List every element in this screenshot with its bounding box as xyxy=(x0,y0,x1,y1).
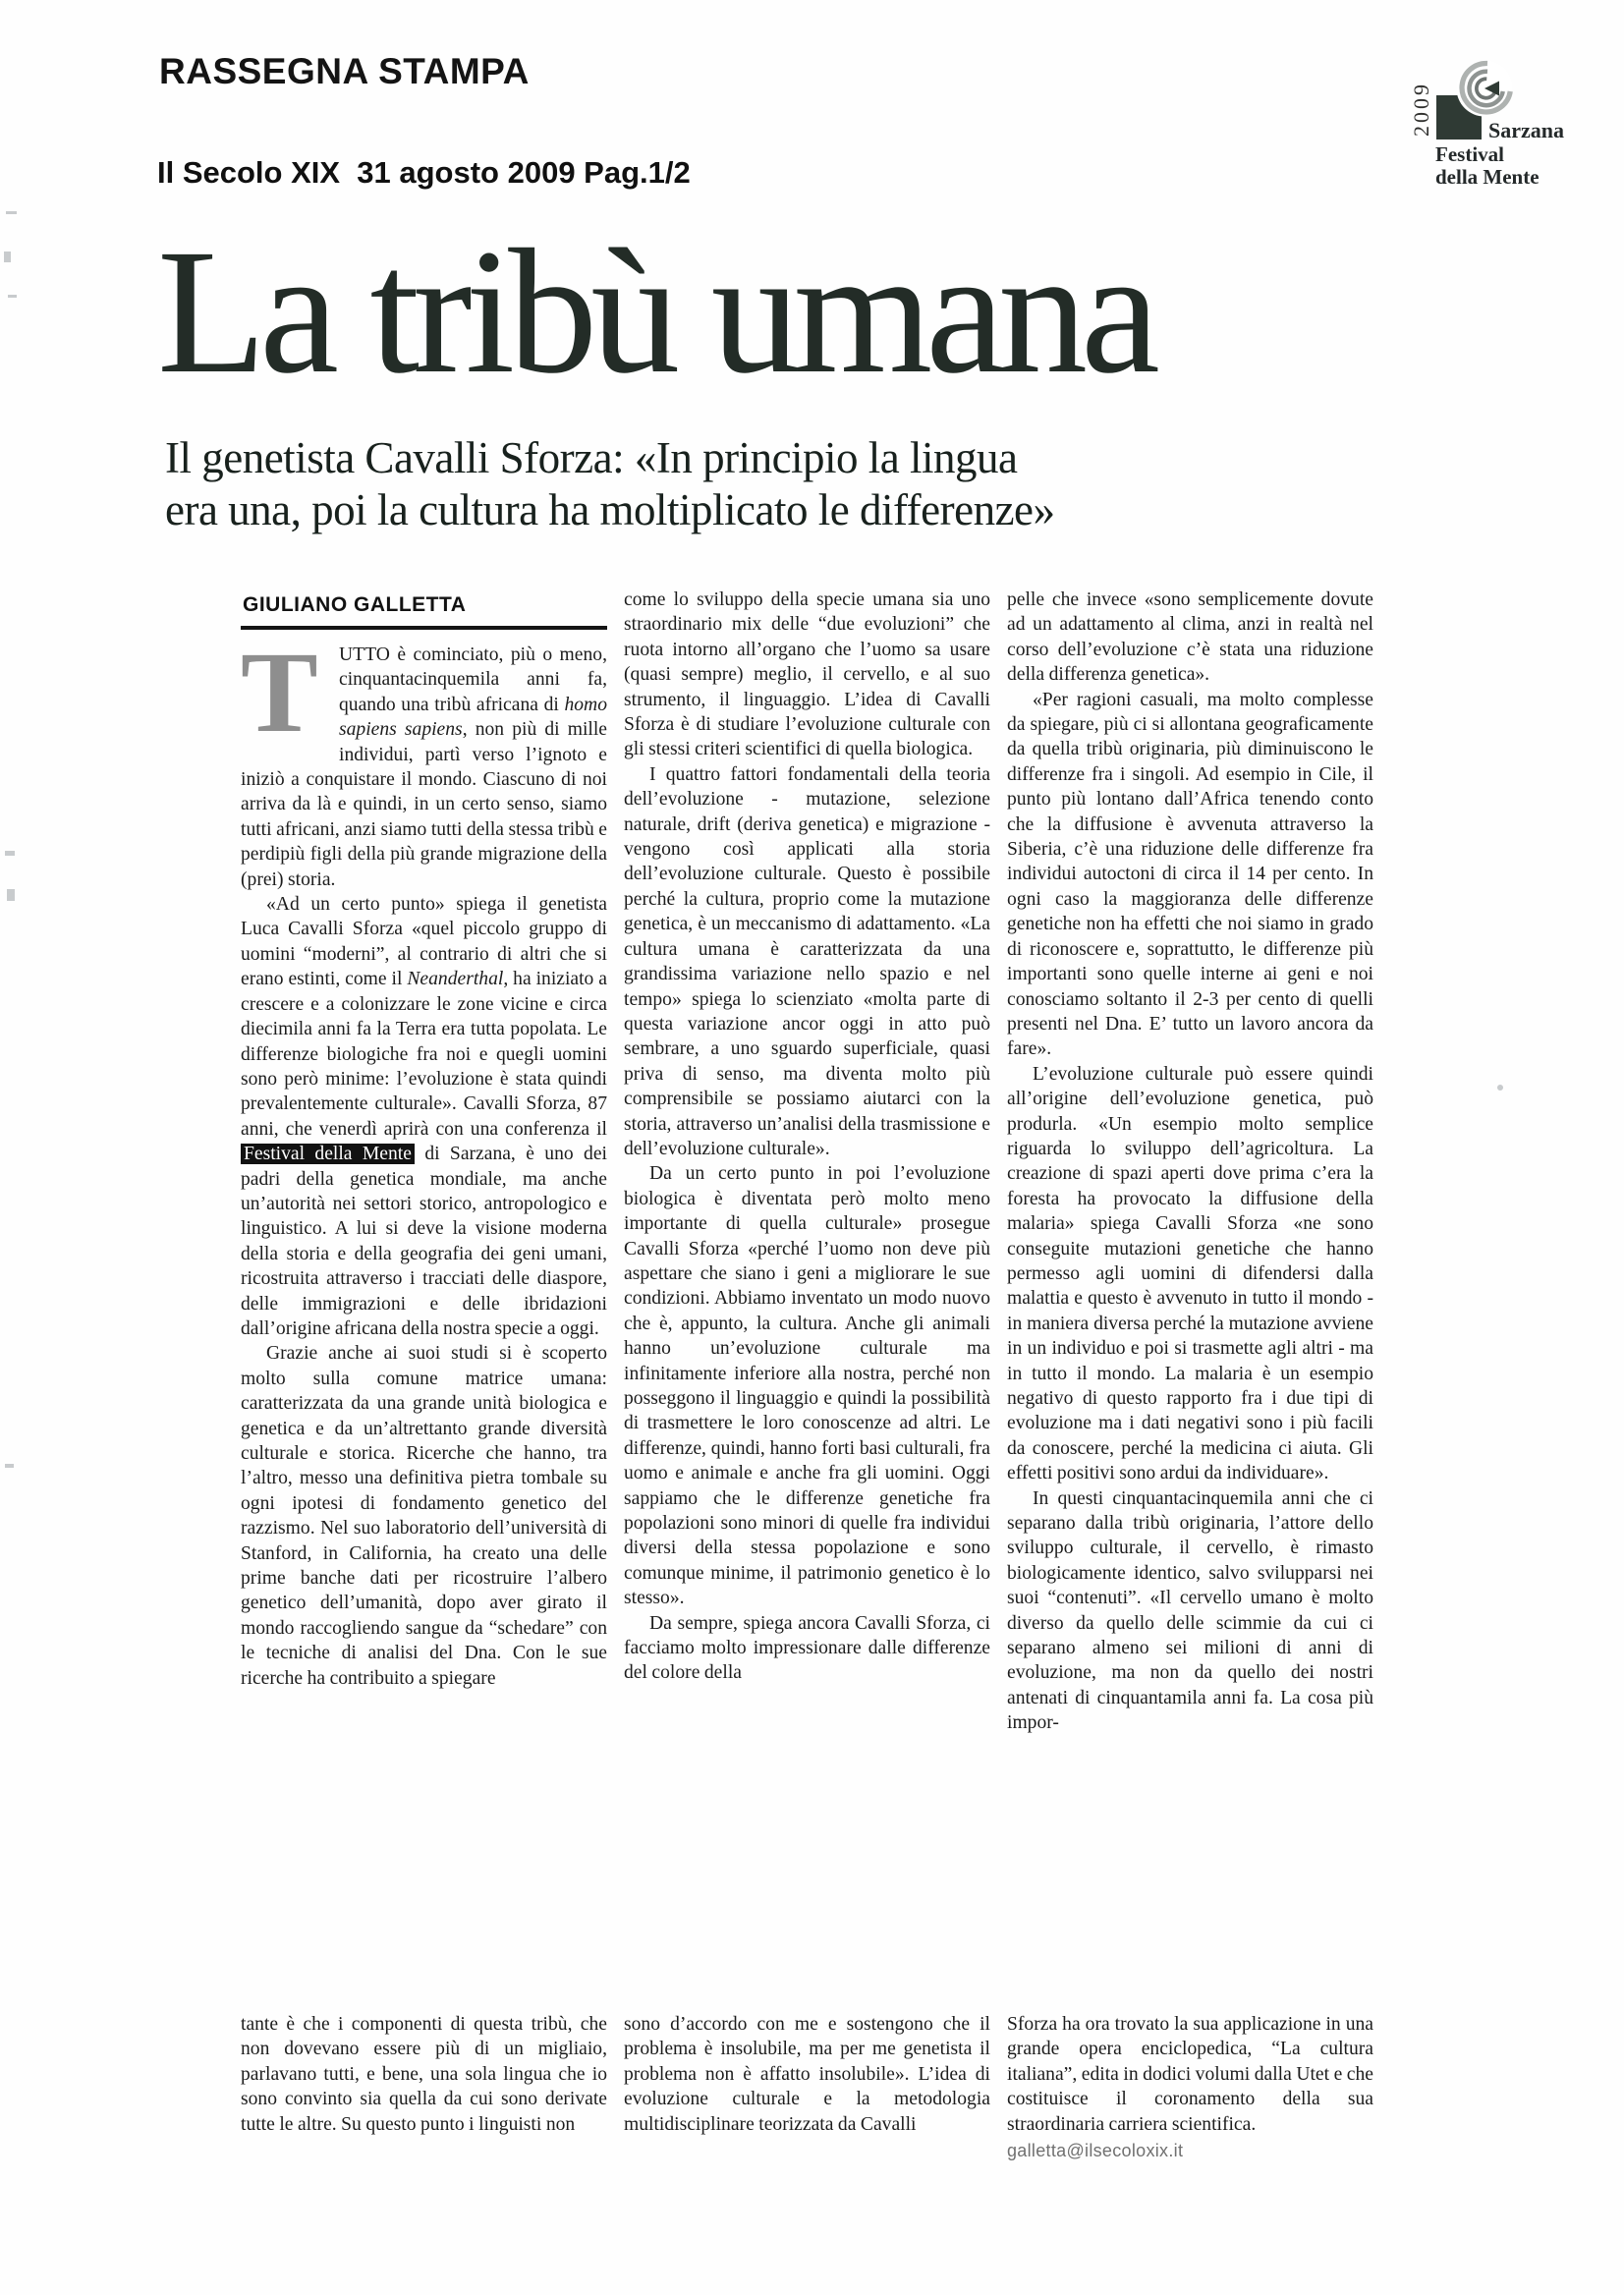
paragraph xyxy=(241,892,607,1341)
italic-term: homo sapiens sapiens xyxy=(339,694,607,741)
text-segment: «Ad un certo punto» spiega il genetista Luca Cavalli Sforza «quel piccolo gruppo di uomini “moderni”, al contrario di altri che si erano estinti, come il xyxy=(241,894,607,990)
article-body xyxy=(241,588,1372,1736)
text-segment: UTTO è cominciato, più o meno, cinquantacinquemila anni fa, quando una tribù africana di xyxy=(339,644,607,715)
paragraph: I quattro fattori fondamentali della teoria dell’evoluzione - mutazione, selezione naturale, drift (deriva genetica) e migrazione - vengono così applicati alla storia dell’evoluzione culturale. Questo è possibile perché la cultura, proprio come la mutazione genetica, è un meccanismo di adattamento. «La cultura umana è caratterizzata da una grandissima variazione nello spazio e nel tempo» spiega lo scienziato «molta parte di questa variazione ancor oggi in atto può sembrare, a uno sguardo superficiale, quasi priva di senso, ma diventa molto più comprensibile se possiamo aiutarci con la storia, attraverso un’analisi della trasmissione e dell’evoluzione culturale». xyxy=(624,763,990,1159)
paragraph: In questi cinquantacinquemila anni che ci separano dalla tribù originaria, l’attore dello sviluppo culturale, il cervello, è rimasto biologicamente identico, salvo svilupparsi nei suoi “contenuti”. «Il cervello umano è molto diverso da quello delle scimmie da cui ci separano almeno sei milioni di anni di evoluzione, ma non da quello dei nostri antenati di cinquantamila anni fa. La cosa più impor- xyxy=(1007,1487,1373,1734)
subhead-line-1: Il genetista Cavalli Sforza: «In principio la lingua xyxy=(165,433,1018,482)
scan-artifact xyxy=(5,1464,14,1468)
festival-highlight: Festival della Mente xyxy=(241,1144,415,1164)
column-2 xyxy=(624,588,990,1736)
scan-artifact xyxy=(8,295,17,298)
byline-author: GIULIANO GALLETTA xyxy=(243,593,467,616)
paragraph: Grazie anche ai suoi studi si è scoperto molto sulla comune matrice umana: caratterizzata da una grande unità biologica e genetica e da un’altrettanto grande diversità culturale e storica. Ricerche che hanno, tra l’altro, messo una definitiva pietra tombale su ogni ipotesi di fondamento genetico del razzismo. Nel suo laboratorio dell’università di Stanford, in California, ha creato una delle prime banche dati per ricostruire l’albero genetico dell’umanità, dopo aver girato il mondo raccogliendo sangue da “schedare” con le tecniche di analisi del Dna. Con le sue ricerche ha contribuito a spiegare xyxy=(241,1343,607,1689)
column-1 xyxy=(241,588,607,1736)
scan-artifact xyxy=(6,211,17,214)
paragraph: Da un certo punto in poi l’evoluzione biologica è diventata però molto meno importante di quella culturale» prosegue Cavalli Sforza «perché l’uomo non deve più aspettare che siano i geni a migliorare le sue condizioni. Abbiamo inventato un modo nuovo che è, appunto, la cultura. Anche gli animali hanno un’evoluzione culturale ma infinitamente inferiore alla nostra, perché non posseggono il linguaggio e quindi la possibilità di trasmettere le loro conoscenze ad altri. Le differenze, quindi, hanno forti basi culturali, fra uomo e animale e anche fra gli uomini. Oggi sappiamo che le differenze genetiche fra popolazioni sono minori di quelle fra individui diversi della stessa popolazione e sono comunque minime, il patrimonio genetico è lo stesso». xyxy=(624,1163,990,1609)
dropcap-letter: T xyxy=(241,628,318,756)
logo-festival-line1: Festival xyxy=(1435,142,1504,166)
article-bottom-row xyxy=(241,2012,1372,2161)
italic-term: Neanderthal xyxy=(407,969,504,990)
scan-artifact xyxy=(1497,1085,1503,1091)
column-3 xyxy=(1007,588,1373,1736)
paragraph xyxy=(241,628,607,892)
paragraph: come lo sviluppo della specie umana sia uno straordinario mix delle “due evoluzioni” che ruota intorno all’organo che l’uomo sa usare (quasi sempre) meglio, il cervello, e al suo strumento, il linguaggio. L’idea di Cavalli Sforza è di studiare l’evoluzione culturale con gli stessi criteri scientifici di quella biologica. xyxy=(624,589,990,760)
bottom-column-2 xyxy=(624,2012,990,2161)
text-segment: , ha iniziato a crescere e a colonizzare le zone vicine e circa diecimila anni fa la Terra era tutta popolata. Le differenze biologiche fra noi e quegli uomini sono però minime: l’evoluzione è stata quindi prevalentemente culturale». Cavalli Sforza, 87 anni, che venerdì aprirà con una conferenza il xyxy=(241,969,607,1140)
article-headline: La tribù umana xyxy=(157,213,1153,411)
paragraph: «Per ragioni casuali, ma molto complesse da spiegare, più ci si allontana geograficamente da quella tribù originaria, più diminuiscono le differenze fra i singoli. Ad esempio in Cile, il punto più lontano dall’Africa tenendo conto che la diffusione è avvenuta attraverso la Siberia, c’è una riduzione delle differenze fra individui autoctoni di circa il 14 per cento. In ogni caso la maggioranza delle differenze genetiche non ha effetti che noi siamo in grado di riconoscere e, soprattutto, le differenze più importanti sono quelle interne ai geni e noi conosciamo soltanto il 2-3 per cento di quelli presenti nel Dna. E’ tutto un lavoro ancora da fare». xyxy=(1007,689,1373,1060)
article-subhead xyxy=(165,432,1364,536)
logo-year: 2009 xyxy=(1409,82,1433,137)
logo-city: Sarzana xyxy=(1488,118,1564,142)
subhead-line-2: era una, poi la cultura ha moltiplicato le differenze» xyxy=(165,485,1055,534)
scan-artifact xyxy=(4,252,11,262)
source-date-line: Il Secolo XIX 31 agosto 2009 Pag.1/2 xyxy=(157,155,691,190)
spiral-logo-icon xyxy=(1455,59,1514,118)
paragraph: tante è che i componenti di questa tribù, che non dovevano essere più di un migliaio, parlavano tutti, e bene, una sola lingua che io sono convinto sia quella da cui sono derivate tutte le altre. Su questo punto i linguisti non xyxy=(241,2014,607,2135)
press-review-title: RASSEGNA STAMPA xyxy=(159,51,530,91)
text-segment: , non più di mille individui, partì verso l’ignoto e iniziò a conquistare il mondo. Ciascuno di noi arriva da là e quindi, in un certo senso, siamo tutti africani, anzi siamo tutti della stessa tribù e perdipiù figli della più grande migrazione della (prei) storia. xyxy=(241,719,607,890)
author-email: galletta@ilsecoloxix.it xyxy=(1007,2141,1184,2161)
logo-festival-line2: della Mente xyxy=(1435,165,1540,189)
scan-artifact xyxy=(7,889,15,901)
paragraph: L’evoluzione culturale può essere quindi all’origine dell’evoluzione genetica, può produrla. «Un esempio molto semplice riguarda lo sviluppo dell’agricoltura. La creazione di spazi aperti dove prima c’era la foresta ha provocato la diffusione della malaria» spiega Cavalli Sforza «ne sono conseguite mutazioni genetiche che hanno permesso agli uomini di difendersi dalla malattia e questo è avvenuto in tutto il mondo - in maniera diversa perché la mutazione avviene in un individuo e poi si trasmette agli altri - ma in tutto il mondo. La malaria è un esempio negativo di questo rapporto fra i due tipi di evoluzione ma i dati negativi sono i più facili da conoscere, perché la medicina ci aiuta. Gli effetti positivi sono ardui da individuare». xyxy=(1007,1063,1373,1484)
byline xyxy=(241,588,607,630)
text-segment: di Sarzana, è uno dei padri della genetica mondiale, ma anche un’autorità nei settori storico, antropologico e linguistico. A lui si deve la visione moderna della storia e della geografia dei geni umani, ricostruita attraverso i tracciati delle diaspore, delle immigrazioni e delle ibridazioni dall’origine africana della nostra specie a oggi. xyxy=(241,1144,607,1339)
paragraph: Sforza ha ora trovato la sua applicazione in una grande opera enciclopedica, “La cultura italiana”, edita in dodici volumi dalla Utet e che costituisce il coronamento della sua straordinaria carriera scientifica. xyxy=(1007,2014,1373,2135)
paragraph: sono d’accordo con me e sostengono che il problema è insolubile, ma per me genetista il problema non è affatto insolubile». L’idea di evoluzione culturale e la metodologia multidisciplinare teorizzata da Cavalli xyxy=(624,2014,990,2135)
scan-artifact xyxy=(5,851,15,856)
paragraph: Da sempre, spiega ancora Cavalli Sforza, ci facciamo molto impressionare dalle differenze del colore della xyxy=(624,1612,990,1684)
bottom-column-3 xyxy=(1007,2012,1373,2161)
paragraph: pelle che invece «sono semplicemente dovute ad un adattamento al clima, anzi in realtà nel corso dell’evoluzione c’è stata una riduzione della differenza genetica». xyxy=(1007,589,1373,686)
festival-della-mente-logo xyxy=(1409,59,1618,196)
bottom-column-1 xyxy=(241,2012,607,2161)
